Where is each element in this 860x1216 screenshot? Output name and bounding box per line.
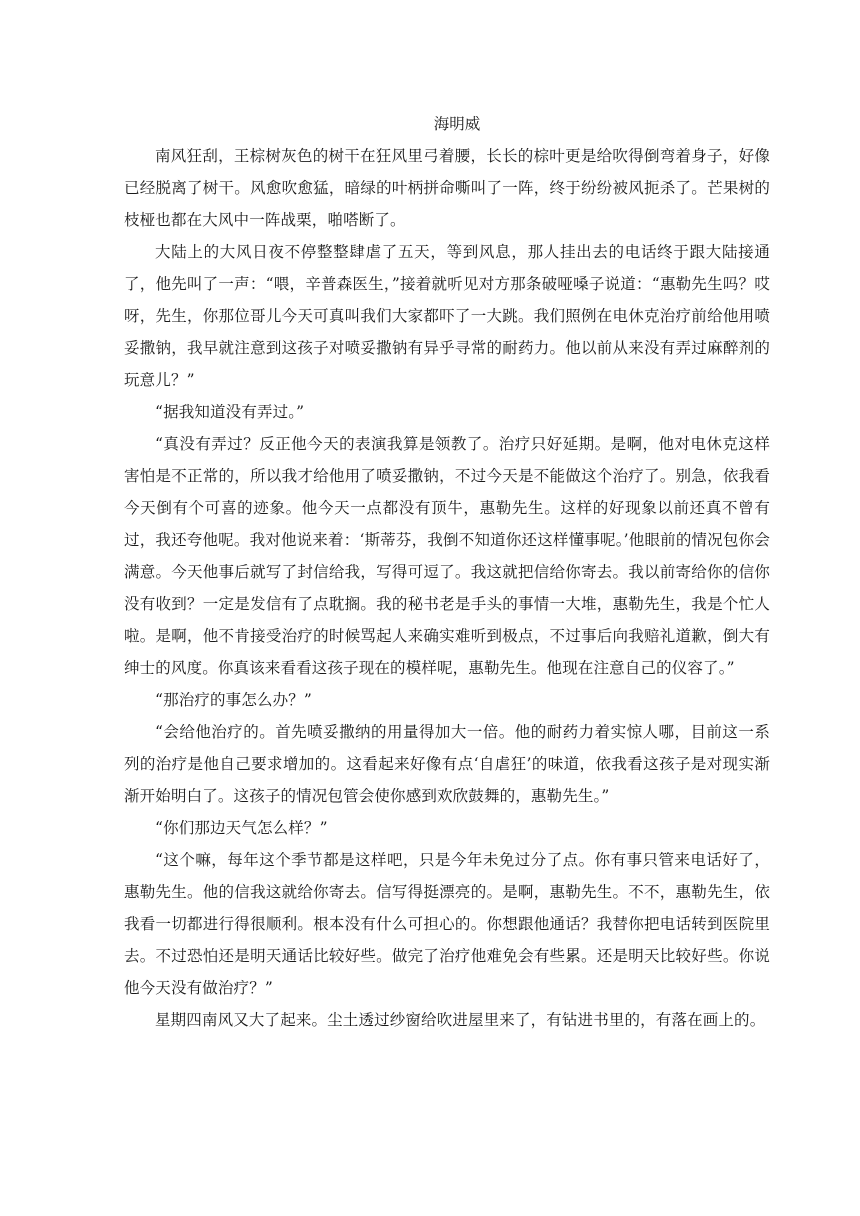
paragraph-4: “真没有弄过？反正他今天的表演我算是领教了。治疗只好延期。是啊，他对电休克这样害怕是不正常的，所以我才给他用了喷妥撒钠，不过今天是不能做这个治疗了。别急，依我看今天倒有个可喜的迹象。他今天一点都没有顶牛，惠勒先生。这样的好现象以前还真不曾有过，我还夸他呢。我对他说来着：‘斯蒂芬，我倒不知道你还这样懂事呢。’他眼前的情况包你会满意。今天他事后就写了封信给我，写得可逗了。我这就把信给你寄去。我以前寄给你的信你没有收到？一定是发信有了点耽搁。我的秘书老是手头的事情一大堆，惠勒先生，我是个忙人啦。是啊，他不肯接受治疗的时候骂起人来确实难听到极点，不过事后向我赔礼道歉，倒大有绅士的风度。你真该来看看这孩子现在的模样呢，惠勒先生。他现在注意自己的仪容了。” [124, 435, 770, 677]
paragraph-8: “这个嘛，每年这个季节都是这样吧，只是今年未免过分了点。你有事只管来电话好了，惠勒先生。他的信我这就给你寄去。信写得挺漂亮的。是啊，惠勒先生。不不，惠勒先生，依我看一切都进行得很顺利。根本没有什么可担心的。你想跟他通话？我替你把电话转到医院里去。不过恐怕还是明天通话比较好些。做完了治疗他难免会有些累。还是明天比较好些。你说他今天没有做治疗？” [124, 851, 770, 997]
paragraph-1: 南风狂刮，王棕树灰色的树干在狂风里弓着腰，长长的棕叶更是给吹得倒弯着身子，好像已经脱离了树干。风愈吹愈猛，暗绿的叶柄拼命嘶叫了一阵，终于纷纷被风扼杀了。芒果树的枝桠也都在大风中一阵战栗，啪嗒断了。 [124, 147, 770, 229]
paragraph-3: “据我知道没有弄过。” [155, 403, 305, 421]
paragraph-7: “你们那边天气怎么样？” [155, 819, 328, 837]
document-title: 海明威 [433, 115, 481, 133]
paragraph-2: 大陆上的大风日夜不停整整肆虐了五天，等到风息，那人挂出去的电话终于跟大陆接通了，他先叫了一声：“喂，辛普森医生，”接着就听见对方那条破哑嗓子说道：“惠勒先生吗？哎呀，先生，你那位哥儿今天可真叫我们大家都吓了一大跳。我们照例在电休克治疗前给他用喷妥撒钠，我早就注意到这孩子对喷妥撒钠有异乎寻常的耐药力。他以前从来没有弄过麻醉剂的玩意儿？” [124, 243, 770, 389]
paragraph-9: 星期四南风又大了起来。尘土透过纱窗给吹进屋里来了，有钻进书里的，有落在画上的。 [155, 1011, 766, 1029]
paragraph-6: “会给他治疗的。首先喷妥撒纳的用量得加大一倍。他的耐药力着实惊人哪，目前这一系列的治疗是他自己要求增加的。这看起来好像有点‘自虐狂’的味道，依我看这孩子是对现实渐渐开始明白了。这孩子的情况包管会使你感到欢欣鼓舞的，惠勒先生。” [124, 723, 770, 805]
document-page [124, 108, 770, 1036]
paragraph-5: “那治疗的事怎么办？” [155, 691, 312, 709]
